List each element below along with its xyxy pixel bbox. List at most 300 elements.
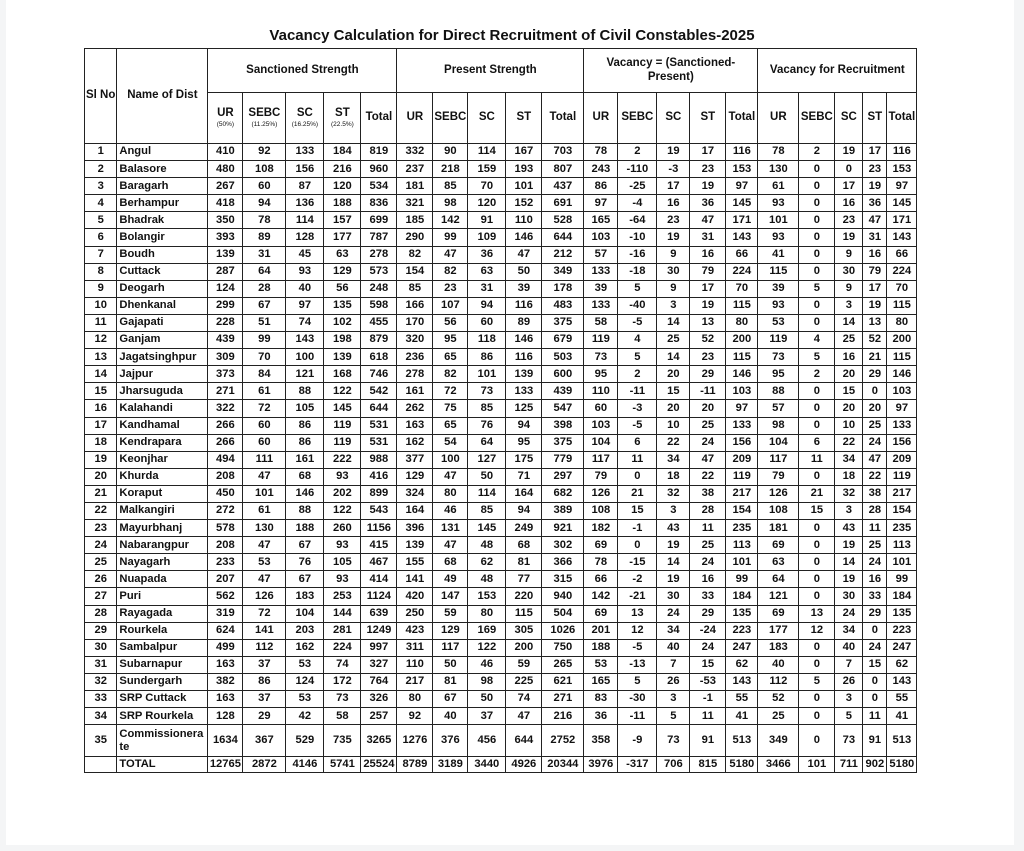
value-cell: 350 xyxy=(208,212,243,229)
value-cell: 37 xyxy=(468,708,506,725)
value-cell: 32 xyxy=(835,485,863,502)
value-cell: 162 xyxy=(397,434,433,451)
value-cell: 39 xyxy=(506,280,542,297)
value-cell: 25 xyxy=(835,332,863,349)
value-cell: 66 xyxy=(726,246,758,263)
table-row xyxy=(85,691,917,708)
table-row xyxy=(85,520,917,537)
value-cell: 124 xyxy=(286,673,324,690)
value-cell: 188 xyxy=(286,520,324,537)
value-cell: 101 xyxy=(243,485,286,502)
value-cell: 578 xyxy=(208,520,243,537)
value-cell: 60 xyxy=(243,434,286,451)
value-cell: 2 xyxy=(799,366,835,383)
district-name-cell: Rourkela xyxy=(117,622,208,639)
sl-no-cell: 35 xyxy=(85,725,117,757)
value-cell: 787 xyxy=(361,229,397,246)
value-cell: 99 xyxy=(887,571,917,588)
value-cell: 17 xyxy=(863,144,887,161)
value-cell: 126 xyxy=(243,588,286,605)
value-cell: 940 xyxy=(542,588,584,605)
total-row xyxy=(85,757,917,773)
value-cell: 23 xyxy=(835,212,863,229)
value-cell: 1249 xyxy=(361,622,397,639)
value-cell: 82 xyxy=(433,263,468,280)
value-cell: -5 xyxy=(618,417,657,434)
district-name-cell: Khurda xyxy=(117,468,208,485)
value-cell: 25 xyxy=(863,417,887,434)
value-cell: 163 xyxy=(208,691,243,708)
value-cell: 543 xyxy=(361,502,397,519)
value-cell: 534 xyxy=(361,178,397,195)
value-cell: 118 xyxy=(468,332,506,349)
value-cell: 315 xyxy=(542,571,584,588)
value-cell: 0 xyxy=(799,417,835,434)
value-cell: 95 xyxy=(758,366,799,383)
value-cell: 30 xyxy=(657,263,690,280)
value-cell: 88 xyxy=(758,383,799,400)
col-header-total: Total xyxy=(361,93,397,144)
value-cell: 0 xyxy=(799,639,835,656)
value-cell: 120 xyxy=(468,195,506,212)
district-name-cell: Sundergarh xyxy=(117,673,208,690)
value-cell: 66 xyxy=(584,571,618,588)
value-cell: 29 xyxy=(690,366,726,383)
value-cell: 162 xyxy=(286,639,324,656)
value-cell: 129 xyxy=(433,622,468,639)
value-cell: 121 xyxy=(286,366,324,383)
value-cell: 531 xyxy=(361,434,397,451)
value-cell: 93 xyxy=(324,468,361,485)
value-cell: 115 xyxy=(506,605,542,622)
col-header-ur: UR xyxy=(758,93,799,144)
sl-no-cell: 12 xyxy=(85,332,117,349)
value-cell: 94 xyxy=(506,417,542,434)
value-cell: 272 xyxy=(208,502,243,519)
value-cell: 0 xyxy=(863,691,887,708)
value-cell: 91 xyxy=(863,725,887,757)
value-cell: 163 xyxy=(208,656,243,673)
value-cell: -15 xyxy=(618,554,657,571)
value-cell: -5 xyxy=(618,314,657,331)
value-cell: 349 xyxy=(542,263,584,280)
value-cell: 5 xyxy=(618,673,657,690)
value-cell: 146 xyxy=(286,485,324,502)
value-cell: 74 xyxy=(286,314,324,331)
table-row xyxy=(85,451,917,468)
value-cell: 326 xyxy=(361,691,397,708)
value-cell: 376 xyxy=(433,725,468,757)
value-cell: 48 xyxy=(468,571,506,588)
value-cell: 141 xyxy=(397,571,433,588)
value-cell: 3976 xyxy=(584,757,618,773)
value-cell: 547 xyxy=(542,400,584,417)
value-cell: 19 xyxy=(657,144,690,161)
district-name-cell: Cuttack xyxy=(117,263,208,280)
value-cell: 119 xyxy=(726,468,758,485)
value-cell: 224 xyxy=(726,263,758,280)
value-cell: 73 xyxy=(584,349,618,366)
value-cell: 19 xyxy=(657,229,690,246)
col-header-sebc: SEBC xyxy=(799,93,835,144)
value-cell: 5180 xyxy=(887,757,917,773)
sl-no-cell: 27 xyxy=(85,588,117,605)
value-cell: 169 xyxy=(468,622,506,639)
value-cell: 997 xyxy=(361,639,397,656)
value-cell: 40 xyxy=(758,656,799,673)
district-name-cell: Dhenkanal xyxy=(117,297,208,314)
value-cell: -3 xyxy=(618,400,657,417)
value-cell: 398 xyxy=(542,417,584,434)
value-cell: 47 xyxy=(863,212,887,229)
value-cell: 19 xyxy=(835,571,863,588)
value-cell: 0 xyxy=(618,537,657,554)
value-cell: 135 xyxy=(726,605,758,622)
value-cell: 167 xyxy=(506,144,542,161)
col-header-st: ST (22.5%) xyxy=(324,93,361,144)
sl-no-cell: 18 xyxy=(85,434,117,451)
value-cell: 142 xyxy=(433,212,468,229)
value-cell: 40 xyxy=(286,280,324,297)
value-cell: 309 xyxy=(208,349,243,366)
value-cell: 529 xyxy=(286,725,324,757)
group-header-vacancy: Vacancy = (Sanctioned-Present) xyxy=(584,49,758,93)
district-name-cell: Deogarh xyxy=(117,280,208,297)
value-cell: 2 xyxy=(799,144,835,161)
value-cell: 513 xyxy=(887,725,917,757)
value-cell: 51 xyxy=(243,314,286,331)
value-cell: 36 xyxy=(690,195,726,212)
value-cell: 217 xyxy=(397,673,433,690)
dist-name-header: Name of Dist xyxy=(117,49,208,144)
sl-no-cell: 33 xyxy=(85,691,117,708)
value-cell: 20 xyxy=(657,366,690,383)
table-row xyxy=(85,349,917,366)
value-cell: 503 xyxy=(542,349,584,366)
value-cell: 91 xyxy=(468,212,506,229)
value-cell: 10 xyxy=(835,417,863,434)
value-cell: 130 xyxy=(243,520,286,537)
value-cell: 65 xyxy=(433,417,468,434)
value-cell: 236 xyxy=(397,349,433,366)
value-cell: 13 xyxy=(618,605,657,622)
value-cell: 146 xyxy=(506,332,542,349)
value-cell: 439 xyxy=(542,383,584,400)
value-cell: 16 xyxy=(690,571,726,588)
sl-no-cell: 2 xyxy=(85,161,117,178)
value-cell: 34 xyxy=(657,622,690,639)
value-cell: 3 xyxy=(835,502,863,519)
value-cell: 349 xyxy=(758,725,799,757)
value-cell: 108 xyxy=(584,502,618,519)
value-cell: 220 xyxy=(506,588,542,605)
value-cell: 103 xyxy=(887,383,917,400)
value-cell: 988 xyxy=(361,451,397,468)
value-cell: 19 xyxy=(835,537,863,554)
col-header-total: Total xyxy=(887,93,917,144)
district-name-cell: SRP Rourkela xyxy=(117,708,208,725)
value-cell: 699 xyxy=(361,212,397,229)
value-cell: 97 xyxy=(887,400,917,417)
value-cell: 9 xyxy=(657,280,690,297)
value-cell: 247 xyxy=(887,639,917,656)
value-cell: 47 xyxy=(243,537,286,554)
value-cell: 91 xyxy=(690,725,726,757)
value-cell: 0 xyxy=(799,195,835,212)
value-cell: 19 xyxy=(835,144,863,161)
value-cell: 305 xyxy=(506,622,542,639)
value-cell: 97 xyxy=(726,178,758,195)
value-cell: 112 xyxy=(243,639,286,656)
value-cell: 61 xyxy=(243,502,286,519)
sl-no-cell: 32 xyxy=(85,673,117,690)
value-cell: 93 xyxy=(324,571,361,588)
value-cell: 13 xyxy=(799,605,835,622)
table-row xyxy=(85,366,917,383)
value-cell: 110 xyxy=(506,212,542,229)
value-cell: 105 xyxy=(286,400,324,417)
value-cell: 114 xyxy=(286,212,324,229)
value-cell: 40 xyxy=(657,639,690,656)
value-cell: 23 xyxy=(690,161,726,178)
value-cell: 200 xyxy=(506,639,542,656)
value-cell: 157 xyxy=(324,212,361,229)
col-header-total: Total xyxy=(726,93,758,144)
value-cell: 74 xyxy=(324,656,361,673)
sl-no-cell: 10 xyxy=(85,297,117,314)
value-cell: 93 xyxy=(758,229,799,246)
value-cell: 63 xyxy=(324,246,361,263)
table-row xyxy=(85,537,917,554)
table-row xyxy=(85,144,917,161)
value-cell: 299 xyxy=(208,297,243,314)
sl-no-cell: 22 xyxy=(85,502,117,519)
value-cell: 141 xyxy=(243,622,286,639)
district-name-cell: Rayagada xyxy=(117,605,208,622)
value-cell: 104 xyxy=(584,434,618,451)
value-cell: 152 xyxy=(506,195,542,212)
value-cell: 248 xyxy=(361,280,397,297)
value-cell: 78 xyxy=(758,144,799,161)
value-cell: 95 xyxy=(584,366,618,383)
sl-no-cell: 17 xyxy=(85,417,117,434)
value-cell: 420 xyxy=(397,588,433,605)
value-cell: 101 xyxy=(887,554,917,571)
value-cell: 375 xyxy=(542,434,584,451)
value-cell: 66 xyxy=(887,246,917,263)
value-cell: 101 xyxy=(799,757,835,773)
col-header-total: Total xyxy=(542,93,584,144)
col-header-sc: SC xyxy=(835,93,863,144)
value-cell: 0 xyxy=(799,656,835,673)
value-cell: 34 xyxy=(835,451,863,468)
value-cell: 243 xyxy=(584,161,618,178)
value-cell: 19 xyxy=(690,178,726,195)
value-cell: 414 xyxy=(361,571,397,588)
value-cell: 5180 xyxy=(726,757,758,773)
value-cell: 208 xyxy=(208,468,243,485)
value-cell: 103 xyxy=(584,229,618,246)
value-cell: 31 xyxy=(863,229,887,246)
district-name-cell: Boudh xyxy=(117,246,208,263)
value-cell: 144 xyxy=(324,605,361,622)
value-cell: 156 xyxy=(887,434,917,451)
value-cell: 67 xyxy=(243,297,286,314)
value-cell: 257 xyxy=(361,708,397,725)
value-cell: 11 xyxy=(690,708,726,725)
value-cell: 64 xyxy=(758,571,799,588)
value-cell: 86 xyxy=(468,349,506,366)
value-cell: 110 xyxy=(397,656,433,673)
value-cell: 60 xyxy=(468,314,506,331)
sl-no-cell: 11 xyxy=(85,314,117,331)
value-cell: 170 xyxy=(397,314,433,331)
value-cell: 41 xyxy=(758,246,799,263)
value-cell: 5 xyxy=(799,673,835,690)
value-cell: 49 xyxy=(433,571,468,588)
value-cell: 172 xyxy=(324,673,361,690)
district-name-cell: Koraput xyxy=(117,485,208,502)
value-cell: 1026 xyxy=(542,622,584,639)
value-cell: -53 xyxy=(690,673,726,690)
value-cell: 24 xyxy=(657,605,690,622)
value-cell: 20344 xyxy=(542,757,584,773)
value-cell: 19 xyxy=(657,571,690,588)
value-cell: -16 xyxy=(618,246,657,263)
value-cell: 65 xyxy=(433,349,468,366)
value-cell: 88 xyxy=(286,383,324,400)
value-cell: 0 xyxy=(799,229,835,246)
value-cell: 56 xyxy=(324,280,361,297)
value-cell: 133 xyxy=(887,417,917,434)
value-cell: 146 xyxy=(506,229,542,246)
value-cell: 85 xyxy=(468,502,506,519)
value-cell: 95 xyxy=(433,332,468,349)
value-cell: 217 xyxy=(887,485,917,502)
value-cell: 5 xyxy=(657,708,690,725)
value-cell: 750 xyxy=(542,639,584,656)
value-cell: 24 xyxy=(690,434,726,451)
table-row xyxy=(85,639,917,656)
value-cell: 271 xyxy=(542,691,584,708)
value-cell: 320 xyxy=(397,332,433,349)
value-cell: 139 xyxy=(208,246,243,263)
value-cell: 53 xyxy=(286,691,324,708)
district-name-cell: Nuapada xyxy=(117,571,208,588)
value-cell: 9 xyxy=(835,280,863,297)
value-cell: 145 xyxy=(468,520,506,537)
value-cell: 7 xyxy=(657,656,690,673)
value-cell: 639 xyxy=(361,605,397,622)
value-cell: 133 xyxy=(286,144,324,161)
value-cell: 121 xyxy=(758,588,799,605)
value-cell: 28 xyxy=(690,502,726,519)
value-cell: 36 xyxy=(468,246,506,263)
value-cell: 119 xyxy=(758,332,799,349)
value-cell: 31 xyxy=(243,246,286,263)
value-cell: 93 xyxy=(758,297,799,314)
value-cell: 0 xyxy=(863,383,887,400)
value-cell: 72 xyxy=(243,605,286,622)
value-cell: 69 xyxy=(758,537,799,554)
value-cell: 483 xyxy=(542,297,584,314)
value-cell: 15 xyxy=(618,502,657,519)
value-cell: 5 xyxy=(618,349,657,366)
value-cell: -25 xyxy=(618,178,657,195)
value-cell: 4 xyxy=(618,332,657,349)
value-cell: 201 xyxy=(584,622,618,639)
value-cell: 117 xyxy=(758,451,799,468)
value-cell: 38 xyxy=(690,485,726,502)
value-cell: 47 xyxy=(433,537,468,554)
value-cell: 42 xyxy=(286,708,324,725)
value-cell: 24 xyxy=(690,639,726,656)
col-header-ur: UR (50%) xyxy=(208,93,243,144)
table-row xyxy=(85,468,917,485)
value-cell: -4 xyxy=(618,195,657,212)
value-cell: 33 xyxy=(690,588,726,605)
value-cell: 139 xyxy=(324,349,361,366)
value-cell: 450 xyxy=(208,485,243,502)
value-cell: 72 xyxy=(243,400,286,417)
value-cell: 12 xyxy=(799,622,835,639)
value-cell: 94 xyxy=(506,502,542,519)
sl-no-cell: 25 xyxy=(85,554,117,571)
value-cell: 26 xyxy=(835,673,863,690)
value-cell: 28 xyxy=(243,280,286,297)
value-cell: 52 xyxy=(758,691,799,708)
value-cell: 80 xyxy=(887,314,917,331)
value-cell: 193 xyxy=(506,161,542,178)
value-cell: 79 xyxy=(758,468,799,485)
value-cell: 45 xyxy=(286,246,324,263)
district-name-cell: Bhadrak xyxy=(117,212,208,229)
sl-no-cell: 21 xyxy=(85,485,117,502)
value-cell: 85 xyxy=(397,280,433,297)
value-cell: 129 xyxy=(397,468,433,485)
value-cell: 94 xyxy=(243,195,286,212)
value-cell: 19 xyxy=(657,537,690,554)
value-cell: 5 xyxy=(835,708,863,725)
district-name-cell: Subarnapur xyxy=(117,656,208,673)
value-cell: 69 xyxy=(584,605,618,622)
value-cell: 6 xyxy=(799,434,835,451)
value-cell: 135 xyxy=(324,297,361,314)
value-cell: 26 xyxy=(657,673,690,690)
value-cell: 47 xyxy=(506,246,542,263)
value-cell: 79 xyxy=(863,263,887,280)
value-cell: 6 xyxy=(618,434,657,451)
value-cell: 114 xyxy=(468,485,506,502)
value-cell: 101 xyxy=(468,366,506,383)
value-cell: 107 xyxy=(433,297,468,314)
value-cell: 5 xyxy=(799,280,835,297)
value-cell: 154 xyxy=(887,502,917,519)
table-row xyxy=(85,400,917,417)
value-cell: 1276 xyxy=(397,725,433,757)
value-cell: 182 xyxy=(584,520,618,537)
value-cell: 0 xyxy=(799,314,835,331)
value-cell: 60 xyxy=(243,417,286,434)
district-name-cell: Angul xyxy=(117,144,208,161)
value-cell: 807 xyxy=(542,161,584,178)
value-cell: 3440 xyxy=(468,757,506,773)
value-cell: -3 xyxy=(657,161,690,178)
value-cell: 562 xyxy=(208,588,243,605)
value-cell: 68 xyxy=(506,537,542,554)
value-cell: 115 xyxy=(758,263,799,280)
value-cell: 78 xyxy=(243,212,286,229)
